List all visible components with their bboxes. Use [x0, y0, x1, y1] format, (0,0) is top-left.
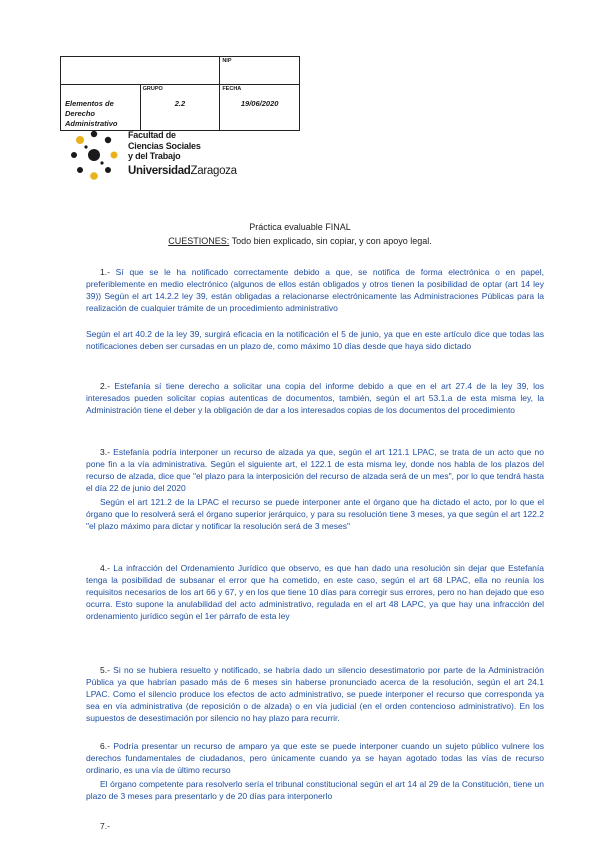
- grupo-label: GRUPO: [142, 86, 163, 92]
- fecha-label: FECHA: [222, 86, 242, 92]
- answer-number: 6.-: [100, 741, 110, 751]
- answer-3-continued: [86, 496, 544, 532]
- university-name-rest: Zaragoza: [190, 165, 237, 177]
- answer-text: Estefanía podría interponer un recurso de alzada ya que, según el art 121.1 LPAC, se trata de un acto que no pone fin a la vía administrativa. Según el siguiente art, el 122.1 de esta misma ley, donde nos habla de los plazos del recurso de alzada, dice que "el plazo para la interposición del recurso de alzada será de un mes", por lo que tendrá hasta el día 22 de junio del 2020: [86, 447, 544, 493]
- answer-5: [86, 664, 544, 724]
- answer-number: 3.-: [100, 447, 110, 457]
- answer-number: 5.-: [100, 665, 110, 675]
- answer-text: El órgano competente para resolverlo sería el tribunal constitucional según el art 14 al 29 de la Constitución, tiene un plazo de 3 meses para presentarlo y de 20 días para interponerlo: [86, 779, 544, 801]
- answer-number: 1.-: [100, 267, 110, 277]
- answer-number: 2.-: [100, 381, 110, 391]
- answer-1: [86, 266, 544, 314]
- answer-text: Según el art 121.2 de la LPAC el recurso se puede interponer ante el órgano que ha dictado el acto, por lo que el órgano que lo resolverá será el órgano superior jerárquico, y para su resolución tiene 3 meses, ya que según el art 122.2 "el plazo máximo para dictar y notificar la resolución será de 3 meses": [86, 497, 544, 531]
- university-name-bold: Universidad: [128, 165, 191, 177]
- page-title: Práctica evaluable FINAL: [249, 222, 351, 232]
- answer-text: Según el art 40.2 de la ley 39, surgirá eficacia en la notificación el 5 de junio, ya que en este artículo dice que todas las notificaciones deben ser cursadas en un plazo de, como máximo 10 días desde que haya sido dictado: [86, 329, 544, 351]
- answer-number: 4.-: [100, 563, 110, 573]
- answer-4: [86, 562, 544, 622]
- answer-number: 7.-: [100, 821, 110, 831]
- answer-text: Estefanía sí tiene derecho a solicitar una copia del informe debido a que en el art 27.4 de la ley 39, los interesados pueden solicitar copias autenticas de documentos, también, según el art 53.1.a de esta misma ley, la Administración tiene el deber y la obligación de dar a los interesados copias de los documentos del procedimiento: [86, 381, 544, 415]
- page-subtitle: [0, 236, 600, 246]
- subtitle-text: Todo bien explicado, sin copiar, y con apoyo legal.: [229, 236, 432, 246]
- faculty-line-2: Ciencias Sociales: [128, 140, 201, 151]
- subject-name: Elementos de Derecho Administrativo: [65, 99, 118, 128]
- header-table: [60, 56, 300, 131]
- grupo-cell: [140, 85, 220, 131]
- answer-6-continued: [86, 778, 544, 802]
- university-logo: [66, 128, 276, 182]
- answer-text: Podría presentar un recurso de amparo ya que este se puede interponer cuando un sujeto público vulnere los derechos fundamentales de ciudadanos, pero únicamente cuando ya se hayan agotado todas las vías de recurso ordinario, es una vía de último recurso: [86, 741, 544, 775]
- faculty-line-1: Facultad de: [128, 130, 176, 140]
- faculty-line-3: y del Trabajo: [128, 151, 181, 161]
- nip-cell: [220, 57, 300, 85]
- answer-6: [86, 740, 544, 776]
- answer-2: [86, 380, 544, 416]
- answer-7: [86, 820, 544, 832]
- subtitle-label: CUESTIONES:: [168, 236, 230, 246]
- subject-cell: [61, 85, 141, 131]
- answer-text: La infracción del Ordenamiento Jurídico que observo, es que han dado una resolución sin dejar que Estefanía tenga la posibilidad de subsanar el error que ha cometido, en este caso, según el art 68 LPAC, ella no reunía los requisitos necesarios de los art 66 y 67, y en los que tiene 10 días para corregir sus errores, pero no han dejado que eso ocurra. Esto supone la anulabilidad del acto administrativo, regulada en el art 48 LAPC, ya que hay una infracción del ordenamiento jurídico según el 1er párrafo de esta ley: [86, 563, 544, 621]
- answer-text: Si no se hubiera resuelto y notificado, se habría dado un silencio desestimatorio por parte de la Administración Pública ya que habrían pasado más de 6 meses sin haberse pronunciado acerca de la resolución, según el art 24.1 LPAC. Como el silencio produce los efectos de acto administrativo, se puede interponer el recurso que corresponda ya sea en vía administrativa (de reposición o de alzada) o en vía judicial (en el orden contencioso administrativo). En los supuestos de desestimación por silencio no hay plazo para recurrir.: [86, 665, 544, 723]
- faculty-name: [128, 130, 201, 162]
- fecha-cell: [220, 85, 300, 131]
- faculty-emblem-icon: [66, 128, 122, 182]
- answer-1-continued: [86, 328, 544, 352]
- answer-3: [86, 446, 544, 494]
- university-name: [128, 165, 237, 177]
- header-blank-cell: [61, 57, 220, 85]
- grupo-value: 2.2: [174, 99, 186, 108]
- nip-label: NIP: [222, 58, 232, 64]
- fecha-value: 19/06/2020: [240, 99, 279, 108]
- answer-text: Sí que se le ha notificado correctamente debido a que, se notifica de forma electrónica o en papel, preferiblemente en medio electrónico (algunos de ellos están obligados y otros tienen la posibilidad de optar (art 14 ley 39)) Según el art 14.2.2 ley 39, están obligadas a relacionarse electrónicamente las Administraciones Públicas para la realización de cualquier trámite de un procedimiento administrativo: [86, 267, 544, 313]
